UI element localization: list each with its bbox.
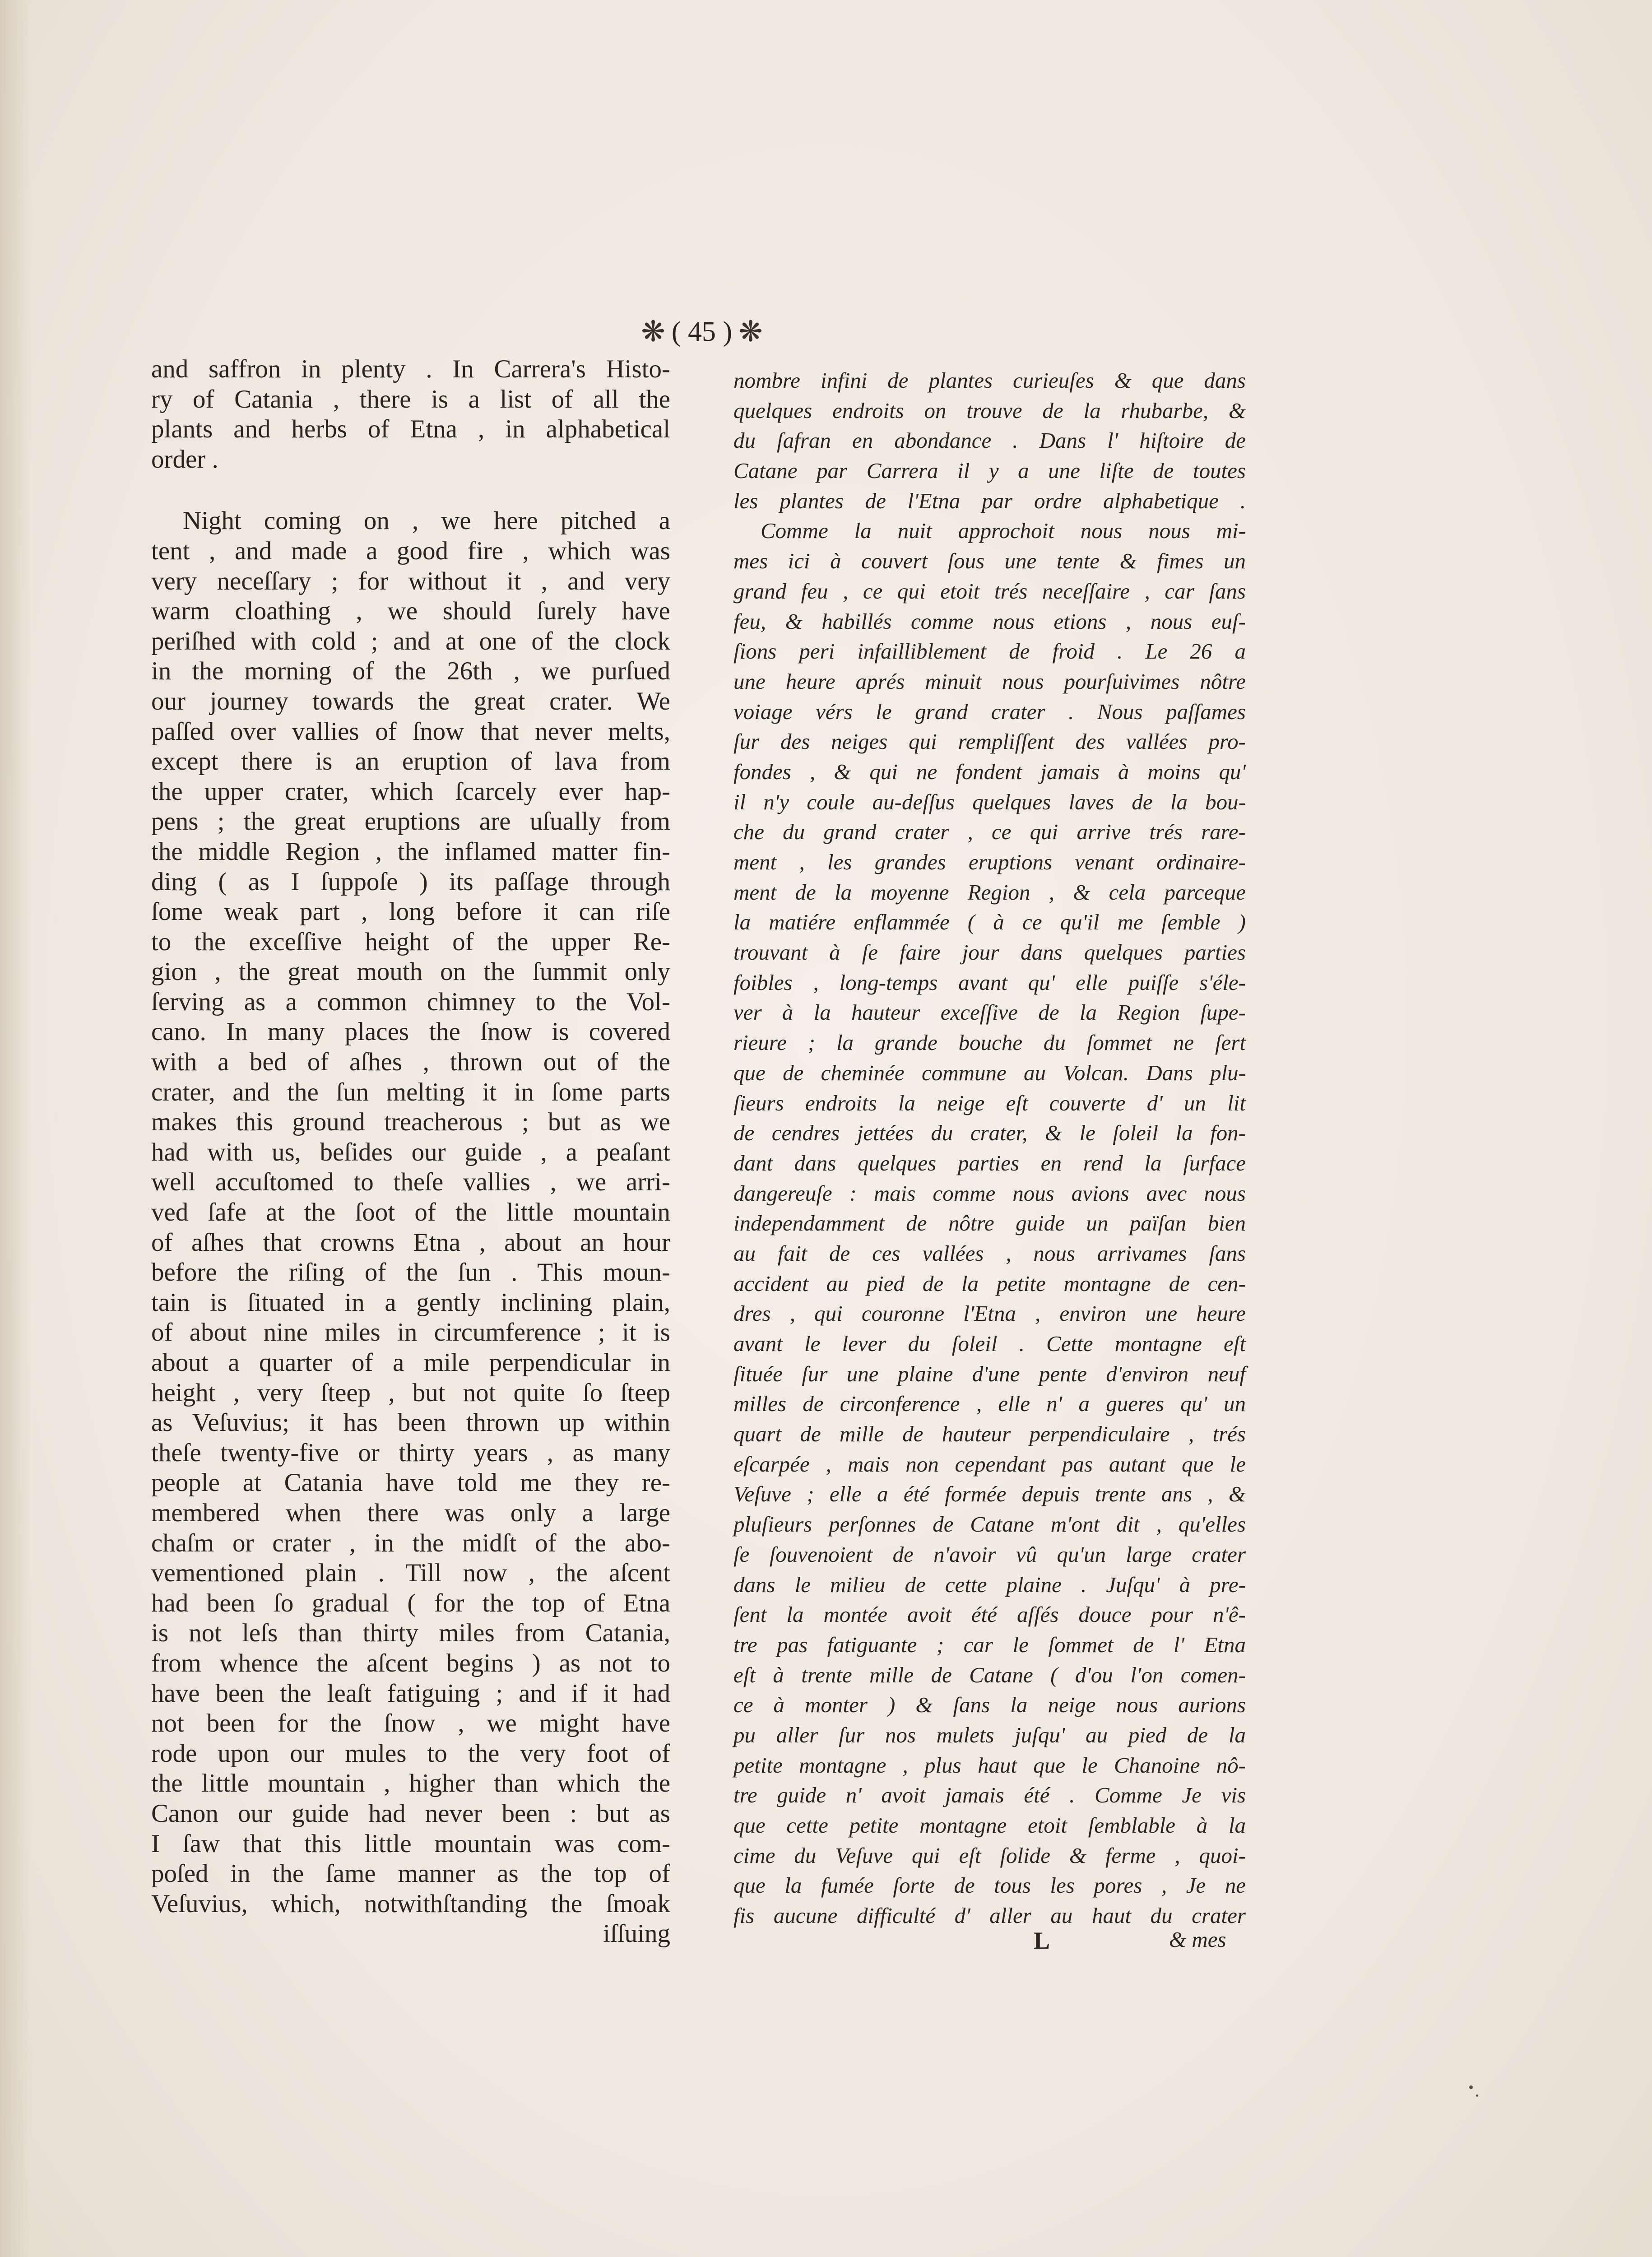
english-text-line: plants and herbs of Etna , in alphabetical xyxy=(151,415,670,444)
english-text-line: as Veſuvius; it has been thrown up within xyxy=(151,1408,670,1437)
english-text-line: in the morning of the 26th , we purſued xyxy=(151,657,670,686)
english-text-line: well accuſtomed to theſe vallies , we arri- xyxy=(151,1168,670,1197)
english-text-line: crater, and the ſun melting it in ſome parts xyxy=(151,1077,670,1106)
french-text-line: tre guide n' avoit jamais été . Comme Je vis xyxy=(733,1783,1246,1808)
french-text-line: quart de mille de hauteur perpendiculaire , trés xyxy=(733,1421,1246,1447)
french-text-line: ſur des neiges qui rempliſſent des vallées pro- xyxy=(733,729,1246,754)
french-text-line: dant dans quelques parties en rend la ſurface xyxy=(733,1150,1246,1175)
english-text-line: from whence the aſcent begins ) as not to xyxy=(151,1649,670,1677)
french-text-line: ſieurs endroits la neige eſt couverte d' un lit xyxy=(733,1090,1246,1115)
english-text-line: had been ſo gradual ( for the top of Etna xyxy=(151,1588,670,1617)
french-text-line: que de cheminée commune au Volcan. Dans plu- xyxy=(733,1060,1246,1085)
english-text-line: to the exceſſive height of the upper Re- xyxy=(151,927,670,956)
french-text-line: dangereuſe : mais comme nous avions avec nous xyxy=(733,1180,1246,1206)
french-text-line: ſent la montée avoit été aſſés douce pour n'ê- xyxy=(733,1602,1246,1627)
english-text-line: gion , the great mouth on the ſummit only xyxy=(151,957,670,986)
paper-speck xyxy=(1469,2085,1473,2089)
english-text-line: the upper crater, which ſcarcely ever hap- xyxy=(151,777,670,806)
french-text-line: eſcarpée , mais non cependant pas autant que le xyxy=(733,1451,1246,1477)
english-text-line: very neceſſary ; for without it , and very xyxy=(151,567,670,595)
english-text-line: paſſed over vallies of ſnow that never melts, xyxy=(151,717,670,746)
french-text-line: ver à la hauteur exceſſive de la Region ſupe- xyxy=(733,1000,1246,1025)
french-text-line: milles de circonference , elle n' a gueres qu' un xyxy=(733,1391,1246,1416)
french-text-line: du ſafran en abondance . Dans l' hiſtoire de xyxy=(733,428,1246,453)
english-text-line: of about nine miles in circumference ; it is xyxy=(151,1318,670,1347)
paragraph-gap xyxy=(151,474,670,506)
english-text-line: the middle Region , the inflamed matter fin- xyxy=(151,837,670,866)
french-text-line: dans le milieu de cette plaine . Juſqu' à pre- xyxy=(733,1572,1246,1597)
english-text-line: membered when there was only a large xyxy=(151,1498,670,1527)
french-text-line: feu, & habillés comme nous etions , nous euſ- xyxy=(733,608,1246,634)
french-column xyxy=(733,366,1246,1931)
english-text-line: height , very ſteep , but not quite ſo ſteep xyxy=(151,1378,670,1407)
page-number: ( 45 ) xyxy=(671,316,733,347)
english-text-line: and saffron in plenty . In Carrera's Histo- xyxy=(151,355,670,383)
french-text-line: la matiére enflammée ( à ce qu'il me ſemble ) xyxy=(733,910,1246,935)
english-text-line: rode upon our mules to the very foot of xyxy=(151,1739,670,1768)
english-column xyxy=(151,354,670,1949)
french-text-line: rieure ; la grande bouche du ſommet ne ſert xyxy=(733,1030,1246,1055)
english-text-line: ſome weak part , long before it can riſe xyxy=(151,897,670,926)
english-text-line: cano. In many places the ſnow is covered xyxy=(151,1017,670,1046)
french-text-line: quelques endroits on trouve de la rhubarbe, & xyxy=(733,398,1246,423)
english-text-line: theſe twenty-five or thirty years , as many xyxy=(151,1438,670,1467)
english-text-line: before the riſing of the ſun . This moun- xyxy=(151,1258,670,1287)
french-text-line: independamment de nôtre guide un païſan bien xyxy=(733,1211,1246,1236)
english-text-line: about a quarter of a mile perpendicular in xyxy=(151,1348,670,1377)
french-text-line: que cette petite montagne etoit ſemblable à la xyxy=(733,1813,1246,1838)
french-text-line: Comme la nuit approchoit nous nous mi- xyxy=(761,518,1246,543)
english-text-line: not been for the ſnow , we might have xyxy=(151,1709,670,1738)
english-text-line: Veſuvius, which, notwithſtanding the ſmoak xyxy=(151,1889,670,1918)
english-text-line: of aſhes that crowns Etna , about an hour xyxy=(151,1228,670,1257)
page-header xyxy=(600,311,803,352)
french-text-line: dres , qui couronne l'Etna , environ une heure xyxy=(733,1301,1246,1326)
french-text-line: petite montagne , plus haut que le Chanoine nô- xyxy=(733,1752,1246,1778)
english-text-line: warm cloathing , we should ſurely have xyxy=(151,597,670,626)
french-text-line: ment , les grandes eruptions venant ordinaire- xyxy=(733,850,1246,874)
english-text-line: the little mountain , higher than which the xyxy=(151,1769,670,1798)
french-text-line: cime du Veſuve qui eſt ſolide & ferme , quoi- xyxy=(733,1843,1246,1868)
french-text-line: mes ici à couvert ſous une tente & fimes un xyxy=(733,548,1246,574)
english-text-line: order . xyxy=(151,445,218,474)
french-text-line: ment de la moyenne Region , & cela parceque xyxy=(733,879,1246,905)
french-text-line: ſe ſouvenoient de n'avoir vû qu'un large crater xyxy=(733,1542,1246,1567)
english-text-line: ſerving as a common chimney to the Vol- xyxy=(151,987,670,1016)
english-text-line: iſſuing xyxy=(603,1919,670,1948)
french-text-line: ſituée ſur une plaine d'une pente d'environ neuf xyxy=(733,1361,1246,1386)
english-text-line: periſhed with cold ; and at one of the clock xyxy=(151,627,670,655)
english-text-line: poſed in the ſame manner as the top of xyxy=(151,1859,670,1888)
english-text-line: except there is an eruption of lava from xyxy=(151,747,670,776)
french-text-line: Veſuve ; elle a été formée depuis trente ans , & xyxy=(733,1481,1246,1507)
french-text-line: voiage vérs le grand crater . Nous paſſames xyxy=(733,699,1246,724)
english-text-line: people at Catania have told me they re- xyxy=(151,1468,670,1497)
french-text-line: accident au pied de la petite montagne de cen- xyxy=(733,1271,1246,1296)
french-text-line: nombre infini de plantes curieuſes & que dans xyxy=(733,368,1246,393)
ornament-right-icon: ❋ xyxy=(738,316,763,348)
english-text-line: Night coming on , we here pitched a xyxy=(183,506,670,535)
french-text-line: fis aucune difficulté d' aller au haut du crater xyxy=(733,1903,1246,1928)
french-text-line: de cendres jettées du crater, & le ſoleil la fon- xyxy=(733,1120,1246,1146)
english-text-line: had with us, beſides our guide , a peaſant xyxy=(151,1138,670,1166)
french-text-line: fondes , & qui ne fondent jamais à moins qu' xyxy=(733,759,1246,784)
french-text-line: grand feu , ce qui etoit trés neceſſaire , car ſans xyxy=(733,578,1246,604)
french-text-line: pu aller ſur nos mulets juſqu' au pied de la xyxy=(733,1722,1246,1747)
english-text-line: pens ; the great eruptions are uſually from xyxy=(151,807,670,836)
french-text-line: tre pas fatiguante ; car le ſommet de l' Etna xyxy=(733,1632,1246,1657)
french-text-line: eſt à trente mille de Catane ( d'ou l'on comen- xyxy=(733,1662,1246,1687)
english-text-line: ding ( as I ſuppoſe ) its paſſage through xyxy=(151,867,670,896)
english-text-line: vementioned plain . Till now , the aſcent xyxy=(151,1559,670,1588)
french-text-line: trouvant à ſe faire jour dans quelques parties xyxy=(733,940,1246,965)
french-text-line: que la fumée ſorte de tous les pores , Je ne xyxy=(733,1873,1246,1898)
english-text-line: is not leſs than thirty miles from Catania, xyxy=(151,1619,670,1648)
paper-speck xyxy=(1476,2094,1478,2097)
french-text-line: ſions peri infailliblement de froid . Le 26 a xyxy=(733,639,1246,664)
french-text-line: ce à monter ) & ſans la neige nous aurions xyxy=(733,1692,1246,1718)
english-text-line: have been the leaſt fatiguing ; and if it had xyxy=(151,1679,670,1708)
french-text-line: pluſieurs perſonnes de Catane m'ont dit , qu'elles xyxy=(733,1512,1246,1537)
english-text-line: chaſm or crater , in the midſt of the abo- xyxy=(151,1528,670,1557)
english-text-line: with a bed of aſhes , thrown out of the xyxy=(151,1048,670,1077)
english-text-line: makes this ground treacherous ; but as we xyxy=(151,1108,670,1137)
french-text-line: Catane par Carrera il y a une liſte de toutes xyxy=(733,458,1246,483)
english-text-line: ry of Catania , there is a list of all the xyxy=(151,385,670,413)
french-text-line: che du grand crater , ce qui arrive trés rare- xyxy=(733,819,1246,845)
french-text-line: foibles , long-temps avant qu' elle puiſſe s'éle- xyxy=(733,970,1246,995)
french-text-line: les plantes de l'Etna par ordre alphabetique . xyxy=(733,488,1246,513)
french-text-line: il n'y coule au-deſſus quelques laves de la bou- xyxy=(733,789,1246,814)
english-text-line: tent , and made a good fire , which was xyxy=(151,536,670,565)
french-text-line: une heure aprés minuit nous pourſuivimes nôtre xyxy=(733,669,1246,694)
french-text-line: avant le lever du ſoleil . Cette montagne eſt xyxy=(733,1331,1246,1356)
english-text-line: I ſaw that this little mountain was com- xyxy=(151,1829,670,1858)
page-gutter-shadow xyxy=(0,0,32,2257)
catchword: & mes xyxy=(1169,1927,1226,1952)
english-text-line: Canon our guide had never been : but as xyxy=(151,1799,670,1828)
english-text-line: our journey towards the great crater. We xyxy=(151,687,670,715)
signature-mark: L xyxy=(1034,1927,1050,1954)
english-text-line: ved ſafe at the ſoot of the little mountain xyxy=(151,1198,670,1227)
french-text-line: au fait de ces vallées , nous arrivames ſans xyxy=(733,1240,1246,1266)
english-text-line: tain is ſituated in a gently inclining plain, xyxy=(151,1288,670,1317)
ornament-left-icon: ❋ xyxy=(641,316,665,348)
